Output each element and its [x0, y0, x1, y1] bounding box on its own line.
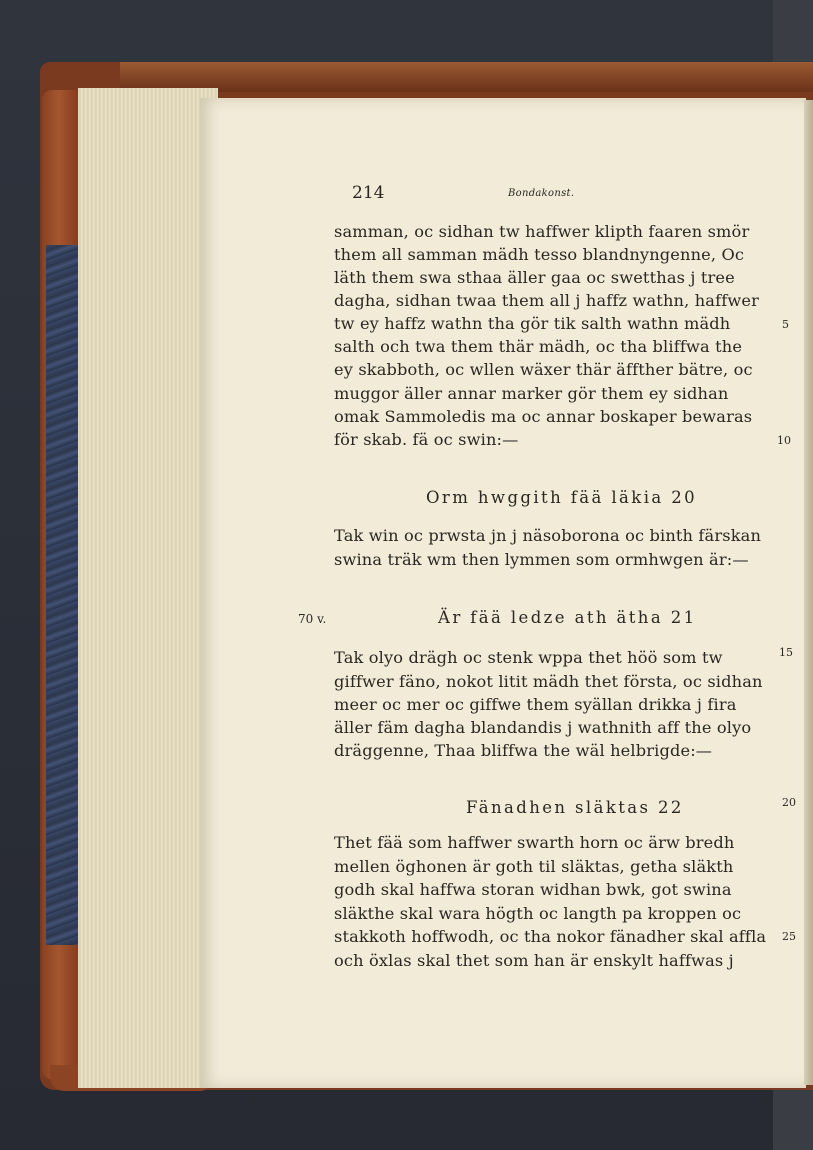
page-number: 214 — [352, 183, 385, 203]
text-line: swina träk wm then lymmen som ormhwgen är:— — [334, 550, 749, 569]
line-number: 20 — [782, 796, 796, 809]
running-head: Bondakonst. — [508, 188, 575, 199]
text-line: Tak olyo drägh oc stenk wppa thet höö som tw — [334, 648, 723, 667]
text-line: salth och twa them thär mädh, oc tha bliffwa the — [334, 337, 743, 356]
text-line: meer oc mer oc giffwe them syällan drikka j fira — [334, 695, 737, 714]
line-number: 25 — [782, 930, 796, 943]
text-line: Thet fää som haffwer swarth horn oc ärw bredh — [334, 833, 735, 852]
text-line: godh skal haffwa storan widhan bwk, got swina — [334, 880, 732, 899]
text-line: Tak win oc prwsta jn j näsoborona oc binth färskan — [334, 526, 762, 545]
text-line: stakkoth hoffwodh, oc tha nokor fänadher skal affla — [334, 927, 767, 946]
text-line: them all samman mädh tesso blandnyngenne, Oc — [334, 245, 745, 264]
text-line: äller fäm dagha blandandis j wathnith aff the olyo — [334, 718, 752, 737]
section-heading: Är fää ledze ath ätha 21 — [438, 608, 697, 627]
text-line: tw ey haffz wathn tha gör tik salth wathn mädh — [334, 314, 731, 333]
text-line: och öxlas skal thet som han är enskylt haffwas j — [334, 951, 734, 970]
marbled-binding — [46, 245, 80, 945]
line-number: 5 — [782, 318, 789, 331]
section-heading: Orm hwggith fää läkia 20 — [426, 488, 698, 507]
text-line: läth them swa sthaa äller gaa oc swetthas j tree — [334, 268, 735, 287]
margin-note: 70 v. — [298, 612, 327, 626]
text-line: dräggenne, Thaa bliffwa the wäl helbrigde:— — [334, 741, 713, 760]
page-edge — [804, 100, 813, 1085]
text-line: släkthe skal wara högth oc langth pa kroppen oc — [334, 904, 742, 923]
line-number: 15 — [779, 646, 793, 659]
text-line: ey skabboth, oc wllen wäxer thär äffther bätre, oc — [334, 360, 753, 379]
text-line: giffwer fäno, nokot litit mädh thet första, oc sidhan — [334, 672, 763, 691]
text-line: dagha, sidhan twaa them all j haffz wathn, haffwer — [334, 291, 759, 310]
text-line: samman, oc sidhan tw haffwer klipth faaren smör — [334, 222, 750, 241]
section-heading: Fänadhen släktas 22 — [466, 798, 684, 817]
page-stack — [78, 88, 218, 1088]
line-number: 10 — [777, 434, 791, 447]
text-line: omak Sammoledis ma oc annar boskaper bewaras — [334, 407, 753, 426]
text-line: mellen öghonen är goth til släktas, getha släkth — [334, 857, 734, 876]
text-line: för skab. fä oc swin:— — [334, 430, 519, 449]
book-cover-top — [120, 62, 813, 92]
text-line: muggor äller annar marker gör them ey sidhan — [334, 384, 729, 403]
